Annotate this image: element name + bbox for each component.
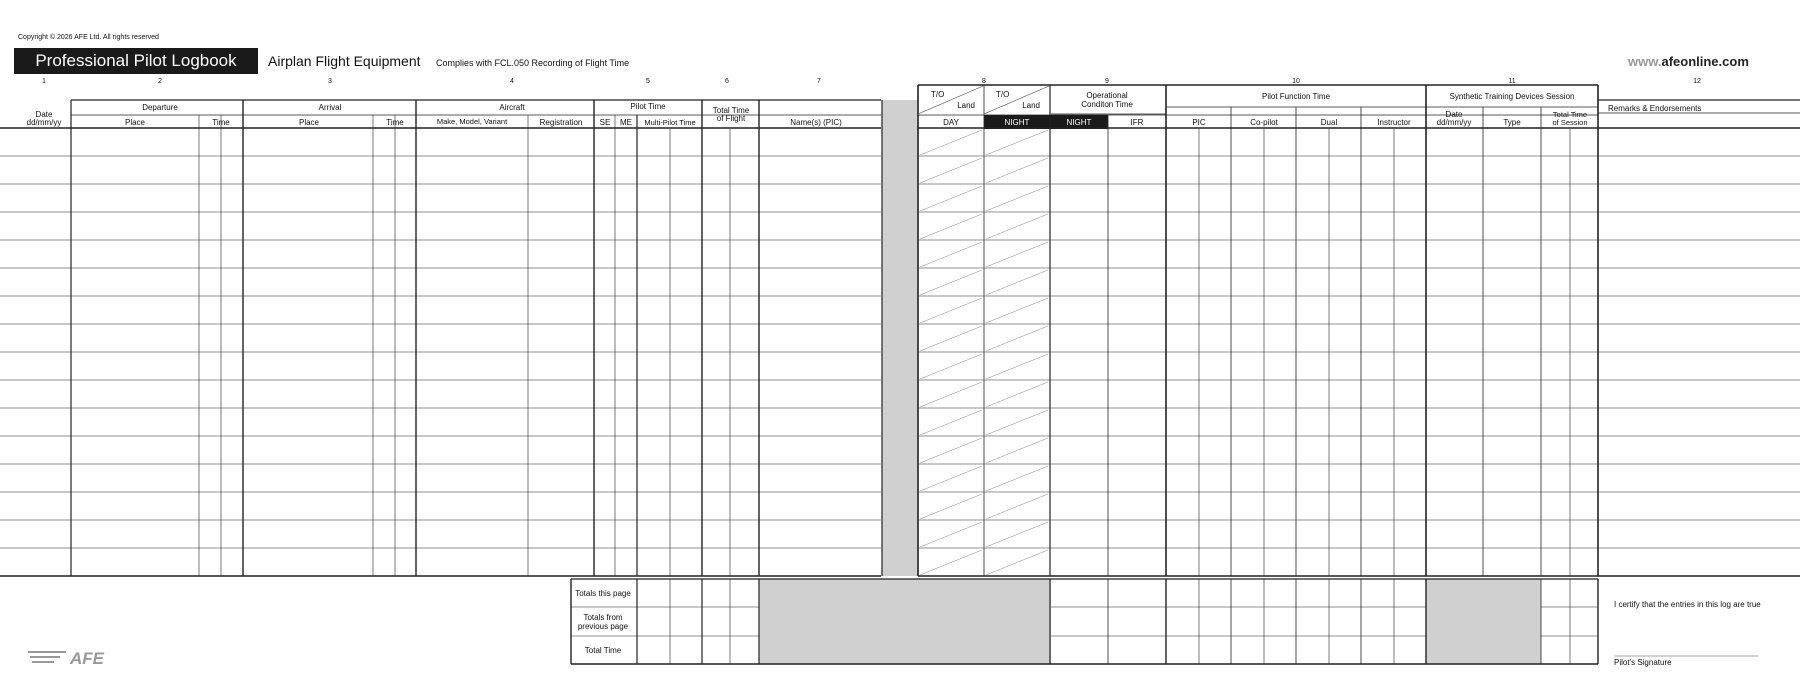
column-number: 2 (158, 78, 162, 85)
row-diagonal (986, 214, 1048, 239)
session-total-header: Total Time (1552, 110, 1588, 119)
row-diagonal (986, 410, 1048, 435)
complies-text: Complies with FCL.050 Recording of Flight Time (436, 58, 630, 68)
row-diagonal (986, 466, 1048, 491)
to-header: T/O (996, 90, 1010, 99)
to-header: T/O (931, 90, 945, 99)
totals-previous-label-2: previous page (577, 622, 629, 631)
row-diagonal (986, 494, 1048, 519)
date-header: Date (35, 110, 53, 119)
make-model-header: Make, Model, Variant (436, 117, 508, 126)
arrival-place-header: Place (298, 118, 320, 127)
row-diagonal (986, 186, 1048, 211)
certify-text: I certify that the entries in this log are true (1614, 600, 1761, 609)
departure-time-header: Time (212, 118, 230, 127)
sim-type-header: Type (1503, 118, 1521, 127)
row-diagonal (986, 242, 1048, 267)
row-diagonal (920, 326, 982, 351)
sim-date-format-header: dd/mm/yy (1436, 118, 1472, 127)
pic-header: PIC (1192, 118, 1206, 127)
land-header: Land (957, 101, 975, 110)
row-diagonal (986, 158, 1048, 183)
copilot-header: Co-pilot (1250, 118, 1278, 127)
op-condition-header: Operational (1086, 91, 1128, 100)
signature-label: Pilot's Signature (1614, 658, 1672, 667)
me-header: ME (620, 118, 632, 127)
departure-header: Departure (142, 103, 178, 112)
sim-date-header: Date (1445, 110, 1463, 119)
night-header: NIGHT (1004, 118, 1030, 127)
row-diagonal (920, 158, 982, 183)
row-diagonal (920, 130, 982, 155)
row-diagonal (986, 270, 1048, 295)
aircraft-header: Aircraft (499, 103, 525, 112)
names-pic-header: Name(s) (PIC) (790, 118, 842, 127)
row-diagonal (986, 326, 1048, 351)
dual-header: Dual (1320, 118, 1338, 127)
session-total-header-2: of Session (1552, 118, 1588, 127)
row-diagonal (986, 438, 1048, 463)
subtitle: Airplan Flight Equipment (268, 53, 421, 69)
total-time-header: Total Time (712, 106, 750, 115)
column-number: 3 (328, 78, 332, 85)
column-number: 9 (1105, 78, 1109, 85)
column-number: 5 (646, 78, 650, 85)
column-number: 10 (1292, 78, 1300, 85)
synthetic-header: Synthetic Training Devices Session (1449, 92, 1575, 101)
column-number: 11 (1508, 78, 1516, 85)
pilot-function-header: Pilot Function Time (1261, 92, 1331, 101)
logbook-title: Professional Pilot Logbook (35, 51, 237, 70)
website-prefix: www. (1628, 54, 1662, 69)
land-header: Land (1022, 101, 1040, 110)
totals-this-page-label: Totals this page (575, 589, 631, 598)
column-number: 4 (510, 78, 514, 85)
binding-strip (882, 100, 918, 576)
copyright-text: Copyright © 2026 AFE Ltd. All rights reserved (18, 34, 159, 41)
night-header: NIGHT (1066, 118, 1092, 127)
row-diagonal (986, 382, 1048, 407)
row-diagonal (920, 410, 982, 435)
afe-logo-text: AFE (70, 649, 104, 668)
row-diagonal (920, 242, 982, 267)
column-number: 8 (982, 78, 986, 85)
departure-place-header: Place (124, 118, 146, 127)
instructor-header: Instructor (1377, 118, 1411, 127)
row-diagonal (920, 186, 982, 211)
multi-pilot-header: Multi-Pilot Time (644, 118, 696, 127)
totals-grey-synthetic (1426, 579, 1541, 664)
column-number: 7 (817, 78, 821, 85)
op-condition-header-2: Conditon Time (1081, 100, 1133, 109)
column-number: 1 (42, 78, 46, 85)
day-header: DAY (943, 118, 959, 127)
total-time-header-2: of Flight (716, 114, 746, 123)
row-diagonal (920, 466, 982, 491)
arrival-time-header: Time (386, 118, 404, 127)
afe-logo (28, 649, 105, 668)
row-diagonal (920, 550, 982, 575)
row-diagonal (986, 130, 1048, 155)
row-diagonal (920, 270, 982, 295)
total-time-label: Total Time (584, 646, 622, 655)
row-diagonal (920, 298, 982, 323)
column-number: 6 (725, 78, 729, 85)
row-diagonal (920, 438, 982, 463)
remarks-header: Remarks & Endorsements (1608, 104, 1702, 113)
row-diagonal (920, 522, 982, 547)
date-format-header: dd/mm/yy (26, 118, 62, 127)
registration-header: Registration (539, 118, 583, 127)
totals-grey-block (759, 579, 1051, 664)
se-header: SE (599, 118, 611, 127)
row-diagonal (920, 494, 982, 519)
pilot-time-header: Pilot Time (630, 102, 666, 111)
website-domain: afeonline.com (1661, 54, 1749, 69)
row-diagonal (986, 354, 1048, 379)
column-number: 12 (1693, 78, 1701, 85)
row-diagonal (986, 522, 1048, 547)
row-diagonal (920, 214, 982, 239)
row-diagonal (986, 550, 1048, 575)
row-diagonal (986, 298, 1048, 323)
totals-previous-label: Totals from (583, 613, 623, 622)
ifr-header: IFR (1130, 118, 1144, 127)
row-diagonal (920, 382, 982, 407)
arrival-header: Arrival (318, 103, 342, 112)
row-diagonal (920, 354, 982, 379)
